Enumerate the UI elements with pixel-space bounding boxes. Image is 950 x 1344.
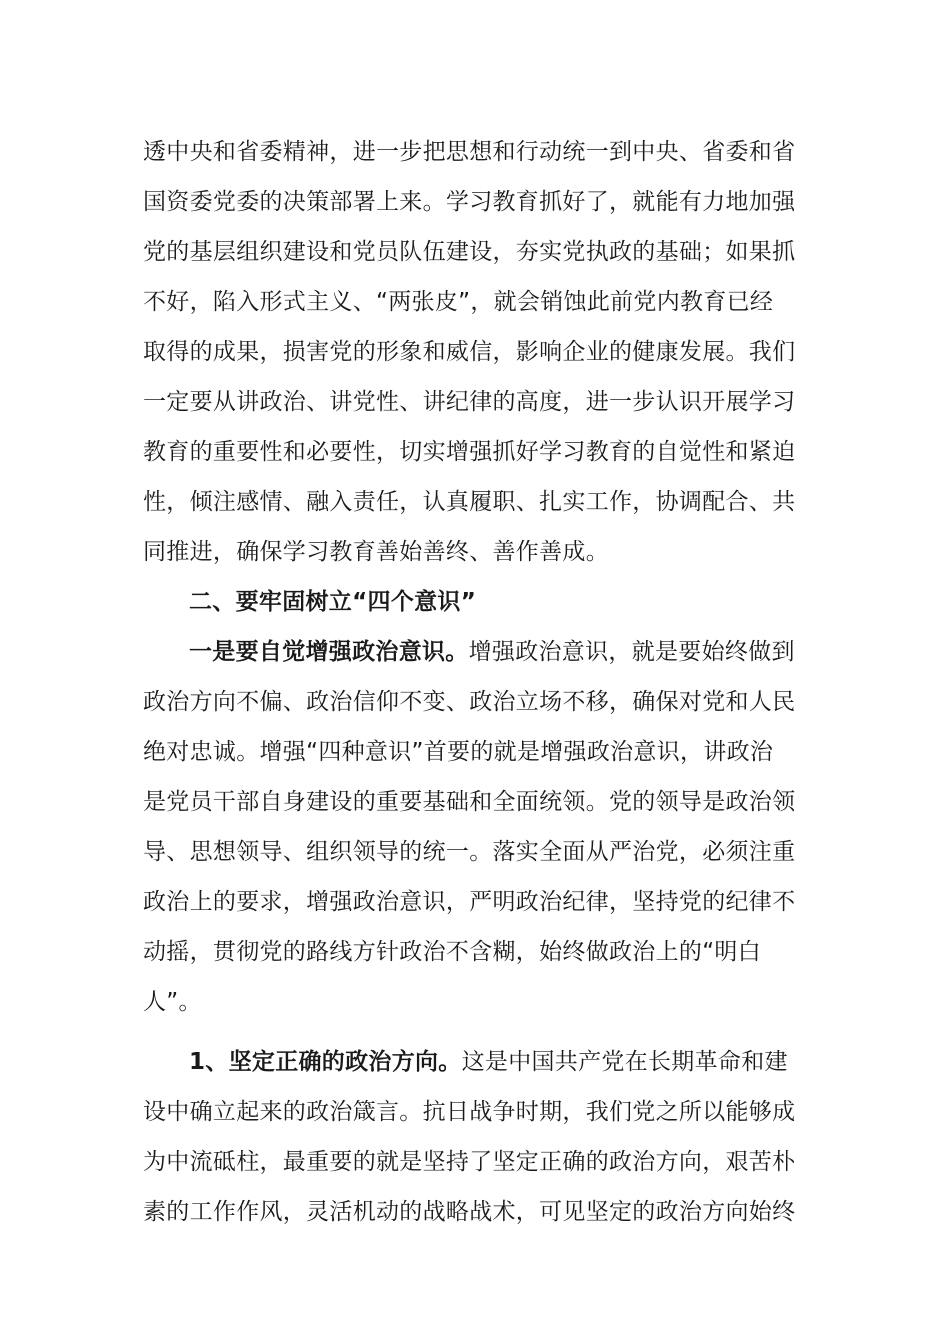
para1-line: 不好，陷入形式主义、“两张皮”，就会销蚀此前党内教育已经	[143, 289, 774, 315]
para2-lead-rest: 增强政治意识，就是要始终做到	[468, 639, 795, 665]
paragraph-gap	[143, 1027, 807, 1037]
para1-line: 透中央和省委精神，进一步把思想和行动统一到中央、省委和省	[143, 139, 796, 165]
para2-line: 人”。	[143, 989, 202, 1015]
section-heading: 二、要牢固树立“四个意识”	[189, 589, 477, 615]
para3-first-line	[143, 1037, 807, 1087]
para1-line: 党的基层组织建设和党员队伍建设，夯实党执政的基础；如果抓	[143, 239, 796, 265]
para2-line: 是党员干部自身建设的重要基础和全面统领。党的领导是政治领	[143, 789, 796, 815]
para2-line: 绝对忠诚。增强“四种意识”首要的就是增强政治意识，讲政治	[143, 739, 774, 765]
para3-lead-bold: 1、坚定正确的政治方向。	[189, 1049, 462, 1075]
para2-line: 政治上的要求，增强政治意识，严明政治纪律，坚持党的纪律不	[143, 889, 796, 915]
para2-first-line	[143, 627, 807, 677]
para1-line: 同推进，确保学习教育善始善终、善作善成。	[143, 539, 609, 565]
para3-line: 为中流砥柱，最重要的就是坚持了坚定正确的政治方向，艰苦朴	[143, 1149, 796, 1175]
para1-line: 一定要从讲政治、讲党性、讲纪律的高度，进一步认识开展学习	[143, 389, 796, 415]
para1-line: 国资委党委的决策部署上来。学习教育抓好了，就能有力地加强	[143, 189, 796, 215]
para3-line: 设中确立起来的政治箴言。抗日战争时期，我们党之所以能够成	[143, 1099, 796, 1125]
para2-lead-bold: 一是要自觉增强政治意识。	[189, 639, 469, 665]
document-body	[143, 127, 807, 1237]
para1-line: 教育的重要性和必要性，切实增强抓好学习教育的自觉性和紧迫	[143, 439, 796, 465]
para3-line: 素的工作作风，灵活机动的战略战术，可见坚定的政治方向始终	[143, 1199, 796, 1225]
para3-lead-rest: 这是中国共产党在长期革命和建	[461, 1049, 788, 1075]
para1-line: 性，倾注感情、融入责任，认真履职、扎实工作，协调配合、共	[143, 489, 796, 515]
para1-line: 取得的成果，损害党的形象和威信，影响企业的健康发展。我们	[143, 339, 796, 365]
para2-line: 动摇，贯彻党的路线方针政治不含糊，始终做政治上的“明白	[143, 939, 762, 965]
para2-line: 导、思想领导、组织领导的统一。落实全面从严治党，必须注重	[143, 839, 796, 865]
para2-line: 政治方向不偏、政治信仰不变、政治立场不移，确保对党和人民	[143, 689, 796, 715]
